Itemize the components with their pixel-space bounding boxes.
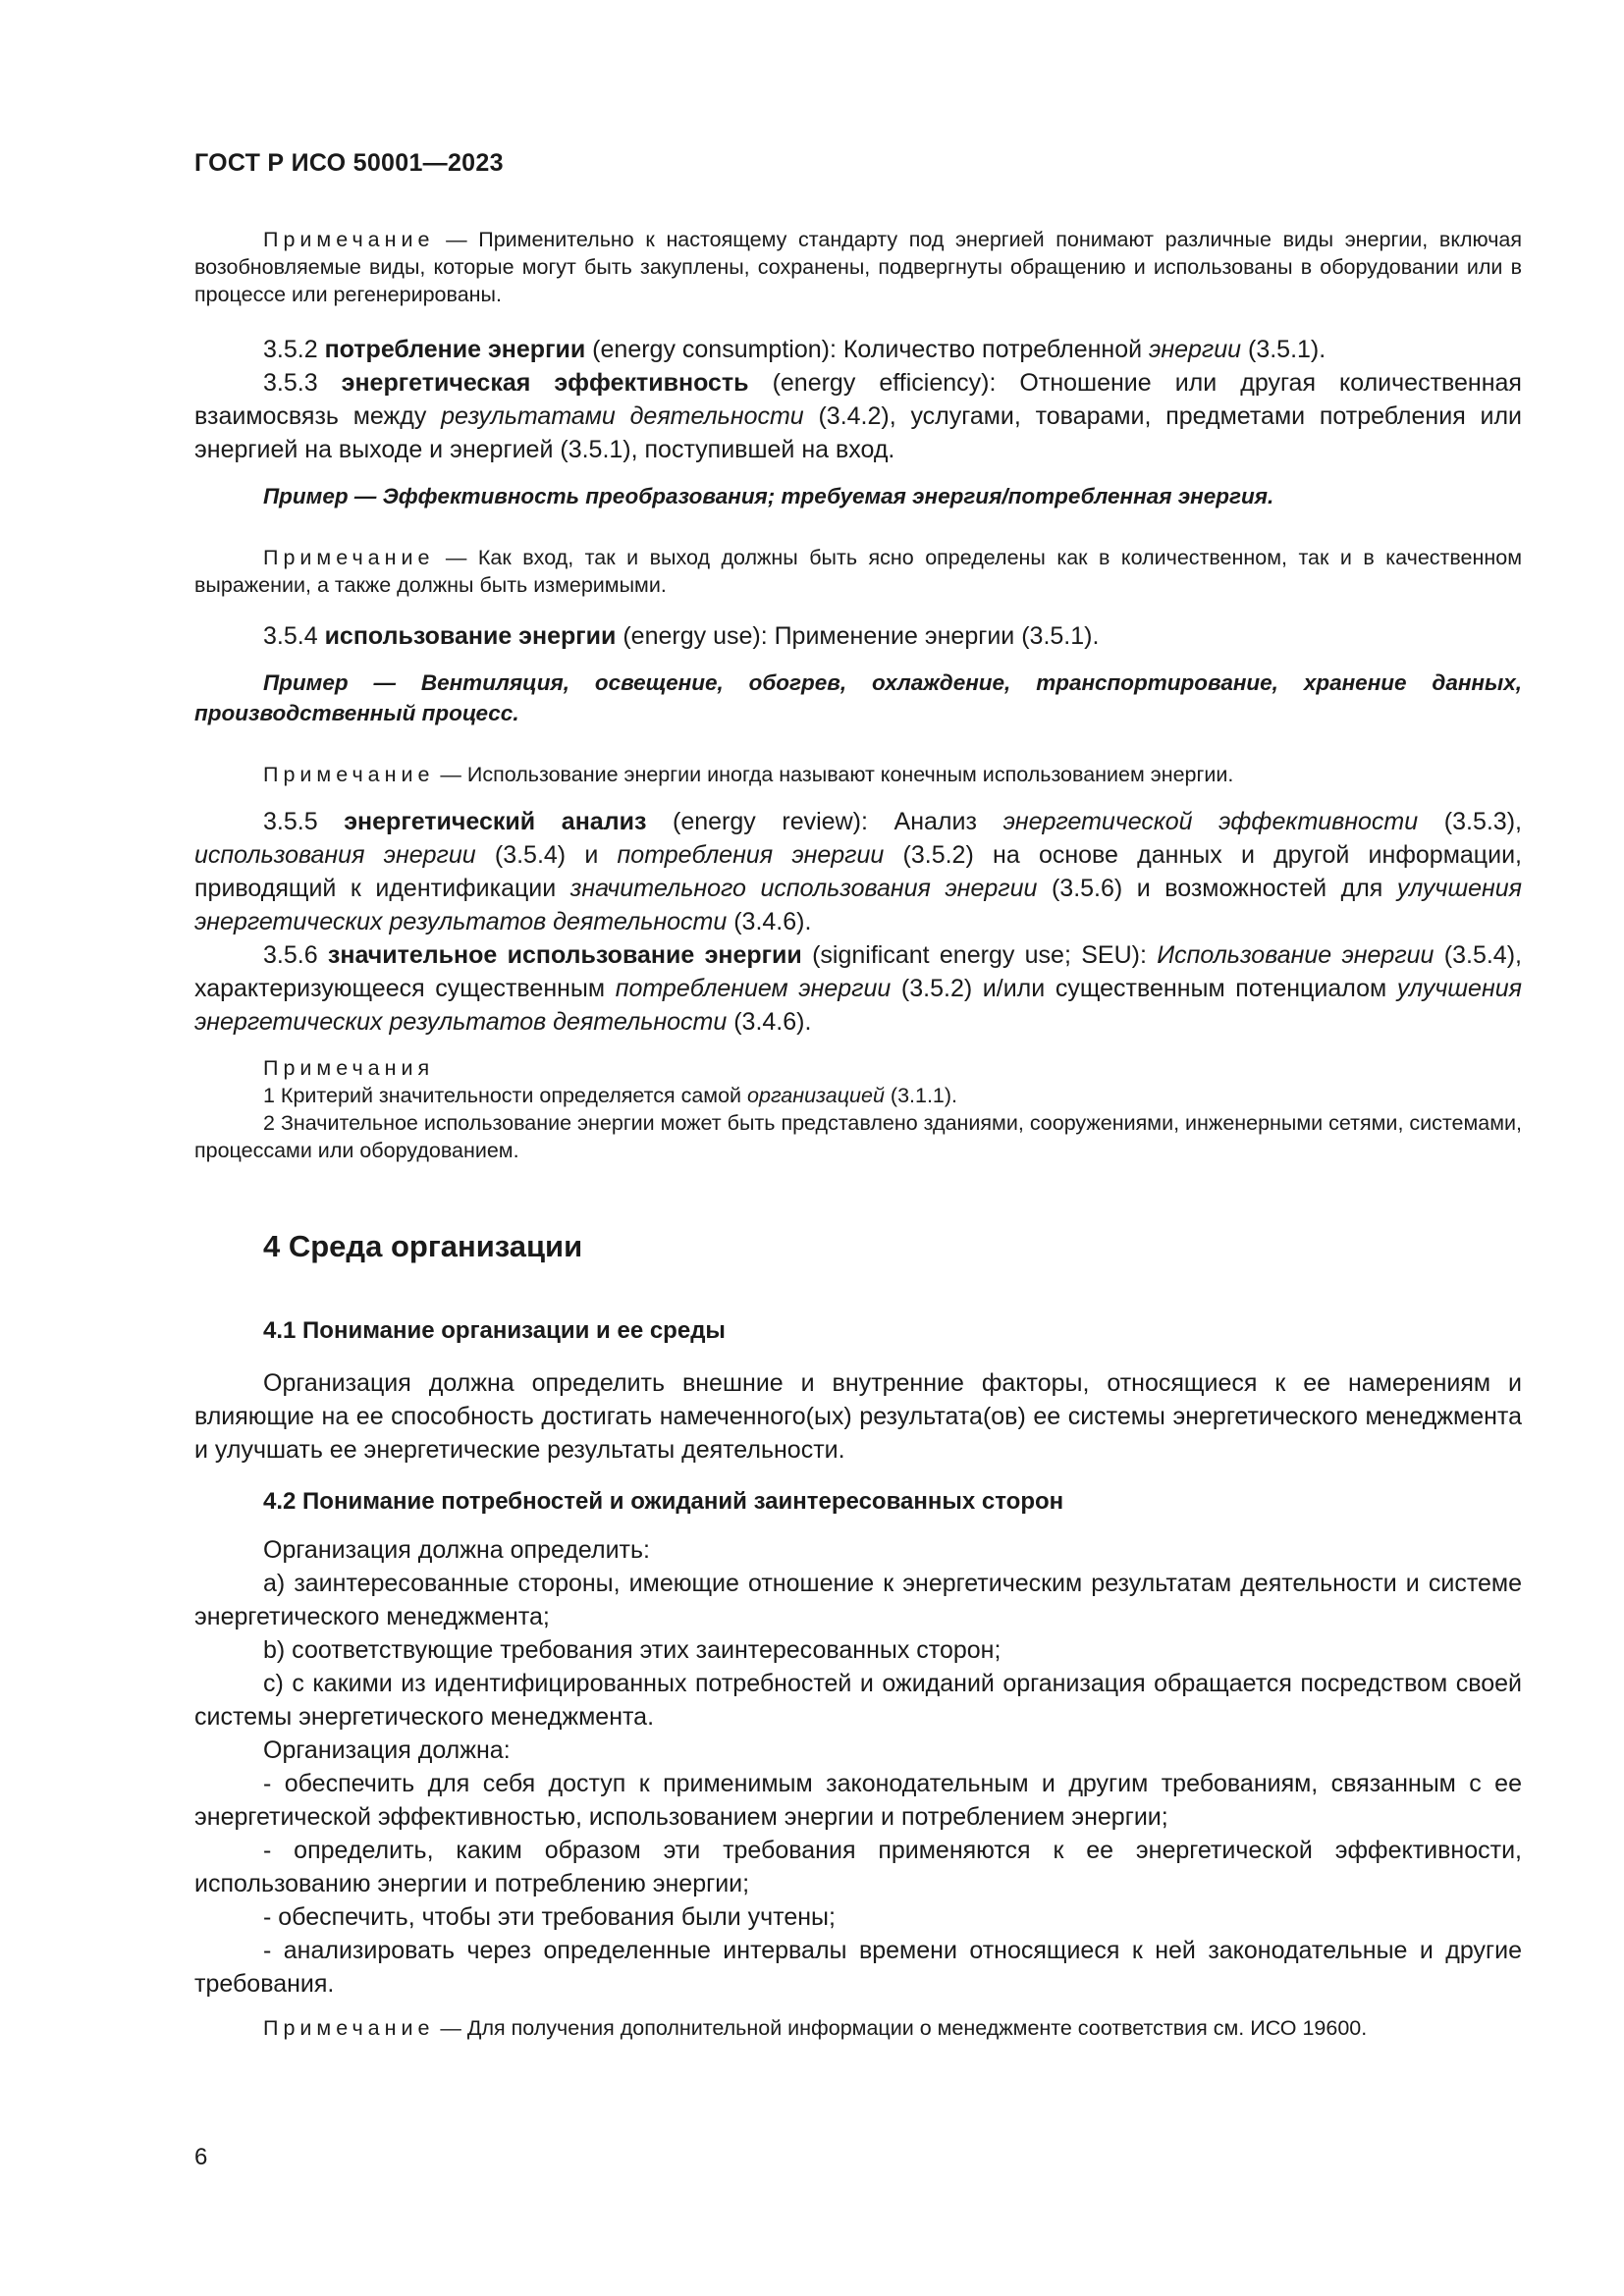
note-input-output: Примечание — Как вход, так и выход должны быть ясно определены как в количественном, так и в качественном выражении, а также должны быть измеримыми. bbox=[194, 546, 1522, 597]
term-name: значительное использование энергии bbox=[327, 941, 802, 969]
term-3-5-4: 3.5.4 использование энергии (energy use): Применение энергии (3.5.1). bbox=[263, 622, 1100, 650]
note-text: Для получения дополнительной информации о менеджменте соответствия см. ИСО 19600. bbox=[466, 2016, 1368, 2040]
note-text: Использование энергии иногда называют конечным использованием энергии. bbox=[466, 763, 1234, 786]
list-item: - анализировать через определенные интервалы времени относящиеся к ней законодательные и другие требования. bbox=[194, 1937, 1522, 1998]
list-item: a) заинтересованные стороны, имеющие отношение к энергетическим результатам деятельности и системе энергетического менеджмента; bbox=[194, 1570, 1522, 1630]
list-item: - определить, каким образом эти требования применяются к ее энергетической эффективности, использованию энергии и потреблению энергии; bbox=[194, 1837, 1522, 1897]
notes-significance bbox=[194, 1054, 1522, 1164]
page-number: 6 bbox=[194, 2144, 208, 2170]
example-efficiency: Пример — Эффективность преобразования; требуемая энергия/потребленная энергия. bbox=[263, 484, 1274, 508]
list-item: b) соответствующие требования этих заинтересованных сторон; bbox=[263, 1636, 1001, 1664]
example-energy-use: Пример — Вентиляция, освещение, обогрев, охлаждение, транспортирование, хранение данных, производственный процесс. bbox=[194, 670, 1522, 725]
document-header: ГОСТ Р ИСО 50001—2023 bbox=[194, 149, 504, 177]
note-item-1: 1 Критерий значительности определяется самой организацией (3.1.1). bbox=[263, 1084, 958, 1107]
term-3-5-2: 3.5.2 потребление энергии (energy consumption): Количество потребленной энергии (3.5.1). bbox=[263, 336, 1326, 363]
section-4-2-heading: 4.2 Понимание потребностей и ожиданий заинтересованных сторон bbox=[263, 1488, 1064, 1515]
list-item: - обеспечить, чтобы эти требования были учтены; bbox=[263, 1903, 836, 1931]
document-page bbox=[194, 0, 1522, 2296]
note-label: Примечание bbox=[263, 763, 435, 786]
section-4-1-heading: 4.1 Понимание организации и ее среды bbox=[263, 1317, 726, 1344]
note-compliance: Примечание — Для получения дополнительной информации о менеджменте соответствия см. ИСО 19600. bbox=[263, 2016, 1368, 2040]
list-item: - обеспечить для себя доступ к применимым законодательным и другим требованиям, связанным с ее энергетической эффективностью, использованием энергии и потреблением энергии; bbox=[194, 1770, 1522, 1831]
notes-label: Примечания bbox=[263, 1056, 435, 1080]
note-end-use: Примечание — Использование энергии иногда называют конечным использованием энергии. bbox=[263, 763, 1234, 786]
list-item: Организация должна: bbox=[263, 1736, 511, 1764]
section-4-heading: 4 Среда организации bbox=[263, 1229, 583, 1263]
list-item: Организация должна определить: bbox=[263, 1536, 650, 1564]
note-label: Примечание bbox=[263, 546, 435, 569]
section-4-2-list bbox=[194, 1533, 1522, 2001]
note-item-2: 2 Значительное использование энергии может быть представлено зданиями, сооружениями, инженерными сетями, системами, процессами или оборудованием. bbox=[194, 1111, 1522, 1162]
note-energy: Примечание — Применительно к настоящему стандарту под энергией понимают различные виды энергии, включая возобновляемые виды, которые могут быть закуплены, сохранены, подвергнуты обращению и использованы в оборудовании или в процессе или регенерированы. bbox=[194, 228, 1522, 306]
term-3-5-6: 3.5.6 значительное использование энергии (significant energy use; SEU): Использование энергии (3.5.4), характеризующееся существенным потреблением энергии (3.5.2) и/или существенным потенциалом улучшения энергетических результатов деятельности (3.4.6). bbox=[194, 941, 1522, 1036]
note-text: Применительно к настоящему стандарту под энергией понимают различные виды энергии, включая возобновляемые виды, которые могут быть закуплены, сохранены, подвергнуты обращению и использованы в оборудовании или в процессе или регенерированы. bbox=[194, 228, 1522, 306]
note-text: Как вход, так и выход должны быть ясно определены как в количественном, так и в качественном выражении, а также должны быть измеримыми. bbox=[194, 546, 1522, 597]
list-item: c) с какими из идентифицированных потребностей и ожиданий организация обращается посредством своей системы энергетического менеджмента. bbox=[194, 1670, 1522, 1731]
term-3-5-3: 3.5.3 энергетическая эффективность (energy efficiency): Отношение или другая количественная взаимосвязь между результатами деятельности (3.4.2), услугами, товарами, предметами потребления или энергией на выходе и энергией (3.5.1), поступившей на вход. bbox=[194, 369, 1523, 463]
section-4-1-text: Организация должна определить внешние и внутренние факторы, относящиеся к ее намерениям и влияющие на ее способность достигать намеченного(ых) результата(ов) ее системы энергетического менеджмента и улучшать ее энергетические результаты деятельности. bbox=[194, 1369, 1522, 1464]
note-label: Примечание bbox=[263, 2016, 435, 2040]
term-3-5-5: 3.5.5 энергетический анализ (energy review): Анализ энергетической эффективности (3.5.3), использования энергии (3.5.4) и потребления энергии (3.5.2) на основе данных и другой информации, приводящий к идентификации значительного использования энергии (3.5.6) и возможностей для улучшения энергетических результатов деятельности (3.4.6). bbox=[194, 808, 1523, 935]
term-name: энергетическая эффективность bbox=[341, 369, 749, 397]
term-name: энергетический анализ bbox=[344, 808, 647, 835]
term-name: использование энергии bbox=[324, 622, 617, 650]
term-name: потребление энергии bbox=[324, 336, 586, 363]
note-label: Примечание bbox=[263, 228, 435, 251]
